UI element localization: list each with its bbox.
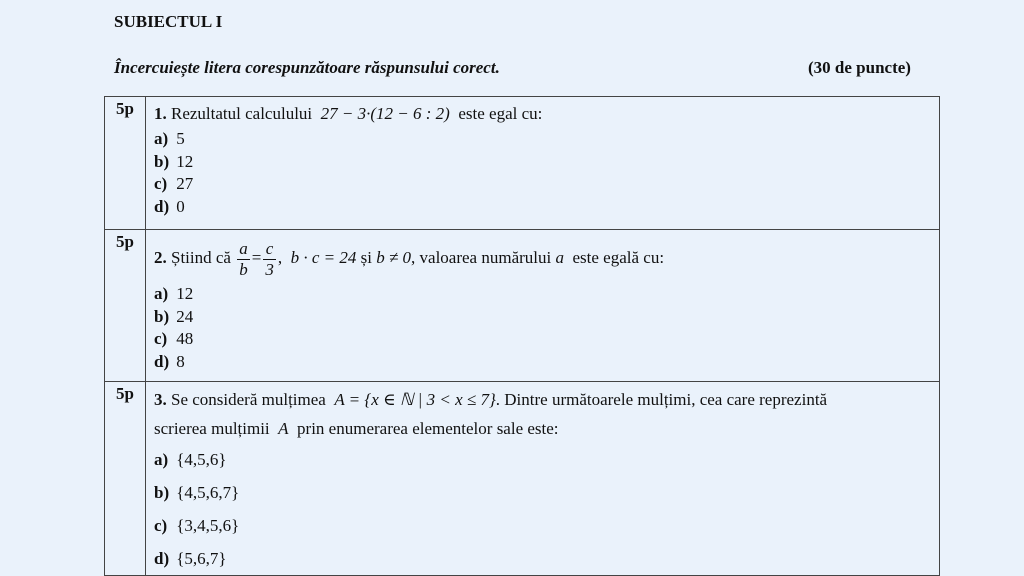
question-score: 5p <box>105 382 146 576</box>
question-body <box>146 382 940 576</box>
fraction-c-over-3 <box>263 239 276 280</box>
option-letter: d) <box>154 196 170 216</box>
question-row-1 <box>105 97 940 230</box>
question-row-2 <box>105 230 940 382</box>
question-number: 3. <box>154 390 167 409</box>
question-stem-line2 <box>154 414 931 443</box>
option-value: 12 <box>176 284 194 303</box>
option-c[interactable] <box>154 173 931 196</box>
option-b[interactable] <box>154 151 931 174</box>
fraction-numerator: c <box>263 239 276 260</box>
option-letter: c) <box>154 329 168 348</box>
section-title: SUBIECTUL I <box>114 12 223 31</box>
question-number: 2. <box>154 248 167 267</box>
option-value: 27 <box>176 174 194 193</box>
fraction-denominator: 3 <box>265 259 274 279</box>
instruction-text: Încercuiește litera corespunzătoare răspunsului corect. <box>114 58 500 77</box>
option-letter: d) <box>154 351 170 371</box>
option-d[interactable] <box>154 196 931 219</box>
section-points: (30 de puncte) <box>808 58 911 77</box>
math-expression: 27 − 3·(12 − 6 : 2) <box>320 104 450 123</box>
question-stem <box>154 385 931 414</box>
fraction-denominator: b <box>239 259 248 279</box>
question-body <box>146 230 940 382</box>
option-letter: b) <box>154 151 170 171</box>
option-b[interactable] <box>154 476 931 509</box>
option-value: {4,5,6} <box>176 450 227 469</box>
option-value: 12 <box>176 151 194 171</box>
option-letter: b) <box>154 306 170 326</box>
condition-nonzero: b ≠ 0 <box>376 248 412 267</box>
option-c[interactable] <box>154 509 931 542</box>
question-body <box>146 97 940 230</box>
option-value: 8 <box>176 351 185 371</box>
set-definition: A = {x ∈ ℕ | 3 < x ≤ 7} <box>334 390 496 409</box>
fraction-numerator: a <box>239 238 248 258</box>
question-stem <box>154 100 931 128</box>
question-stem: 2. Știind că $\frac{a}{b}$ = $\frac{c}{3}$ , b · c = 24 și b ≠ 0, valoarea numărului a este egală cu: <box>154 238 665 279</box>
math-variable: A <box>278 419 289 438</box>
option-value: 48 <box>176 329 194 348</box>
option-value: 0 <box>176 196 185 216</box>
question-text: Știind că <box>171 248 231 267</box>
option-value: 5 <box>176 129 185 148</box>
questions-table <box>104 96 940 576</box>
question-text-end: . Dintre următoarele mulțimi, cea care reprezintă <box>495 390 828 409</box>
option-d[interactable] <box>154 351 931 374</box>
question-score: 5p <box>105 97 146 230</box>
question-text: scrierea mulțimii <box>154 419 270 438</box>
fraction-a-over-b <box>237 239 250 280</box>
option-a[interactable] <box>154 128 931 151</box>
option-value: 24 <box>176 306 194 326</box>
question-text-mid: , valoarea numărului <box>411 248 552 267</box>
option-letter: b) <box>154 483 170 502</box>
option-a[interactable] <box>154 283 931 306</box>
condition-product: b · c = 24 <box>290 248 357 267</box>
option-value: {3,4,5,6} <box>176 516 240 535</box>
option-a[interactable] <box>154 443 931 476</box>
question-text-end: este egal cu: <box>458 104 543 123</box>
option-value: {4,5,6,7} <box>176 483 240 502</box>
question-text: Rezultatul calculului <box>171 104 313 123</box>
question-number: 1. <box>154 104 167 123</box>
question-row-3 <box>105 382 940 576</box>
question-text: Se consideră mulțimea <box>171 390 326 409</box>
conjunction: și <box>360 248 372 267</box>
option-letter: c) <box>154 174 168 193</box>
option-letter: a) <box>154 129 169 148</box>
math-variable: a <box>555 248 564 267</box>
option-letter: a) <box>154 450 169 469</box>
option-letter: c) <box>154 516 168 535</box>
option-d[interactable] <box>154 542 931 575</box>
option-b[interactable] <box>154 306 931 329</box>
option-value: {5,6,7} <box>176 549 227 568</box>
option-letter: a) <box>154 284 169 303</box>
option-letter: d) <box>154 549 170 568</box>
question-score: 5p <box>105 230 146 382</box>
question-text-end: este egală cu: <box>572 248 665 267</box>
question-text-end: prin enumerarea elementelor sale este: <box>297 419 559 438</box>
option-c[interactable] <box>154 328 931 351</box>
